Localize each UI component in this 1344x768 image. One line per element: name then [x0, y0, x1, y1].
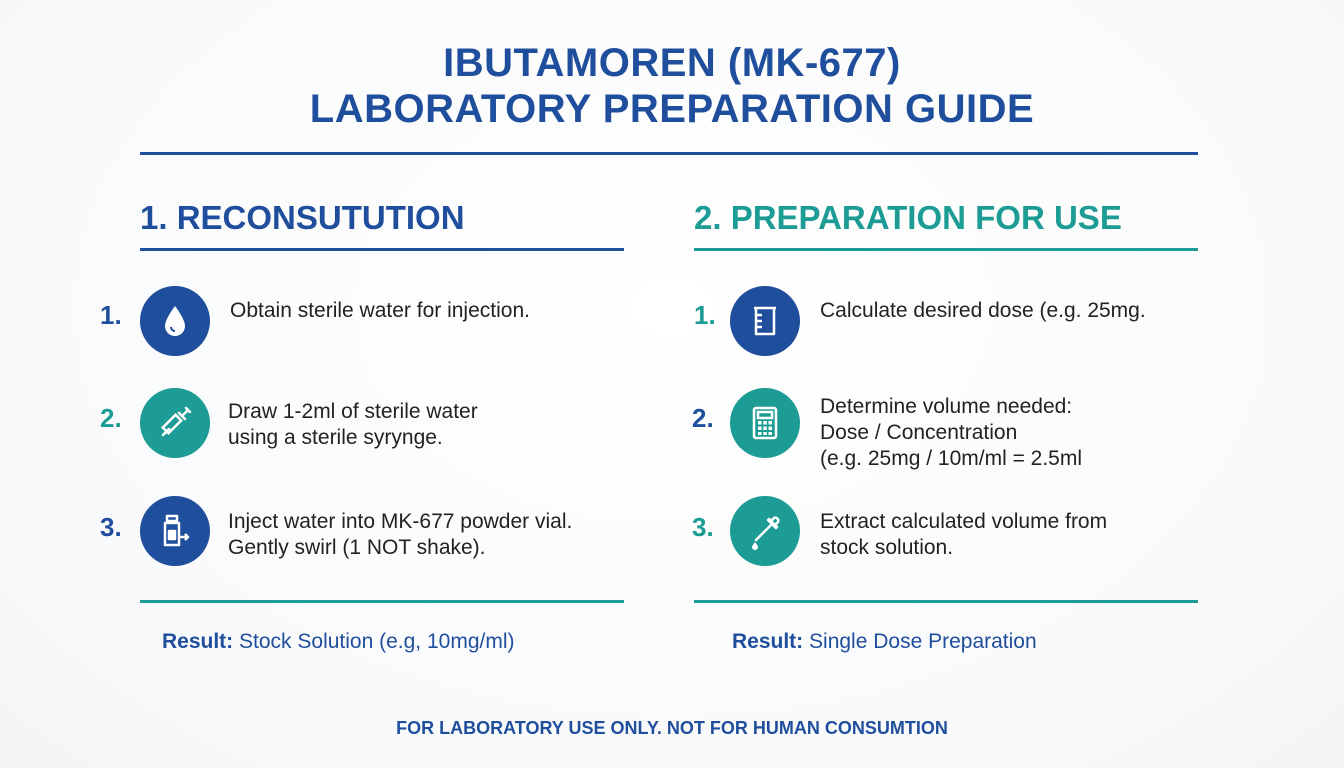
section-title-preparation: 2. PREPARATION FOR USE — [694, 199, 1122, 236]
step-line: Obtain sterile water for injection. — [230, 299, 530, 322]
water-drop-icon — [140, 286, 210, 356]
step-line: Calculate desired dose (e.g. 25mg. — [820, 299, 1146, 322]
title-divider — [140, 152, 1198, 155]
step-line: using a sterile syrynge. — [228, 426, 443, 449]
vial-icon — [140, 496, 210, 566]
calculator-icon — [730, 388, 800, 458]
step-line: Gently swirl (1 NOT shake). — [228, 536, 486, 559]
step-text — [230, 298, 530, 324]
step-line: Draw 1-2ml of sterile water — [228, 400, 478, 423]
step-text — [820, 509, 1107, 561]
step-text — [820, 298, 1146, 324]
step-number: 1. — [100, 300, 122, 330]
result-reconstitution — [162, 628, 514, 656]
title-line-2: LABORATORY PREPARATION GUIDE — [309, 87, 1035, 131]
step-line: Inject water into MK-677 powder vial. — [228, 510, 573, 533]
step-line: Extract calculated volume from — [820, 510, 1108, 533]
page-title — [0, 40, 1344, 132]
section-divider-reconstitution — [140, 248, 624, 251]
result-label: Result: — [732, 630, 804, 653]
step-text — [820, 394, 1082, 472]
syringe-icon — [140, 388, 210, 458]
result-value: Stock Solution (e.g, 10mg/ml) — [239, 630, 515, 653]
dropper-icon — [730, 496, 800, 566]
step-line: Determine volume needed: — [820, 395, 1073, 418]
step-number: 3. — [692, 512, 714, 542]
step-text — [228, 509, 572, 561]
disclaimer-footer: FOR LABORATORY USE ONLY. NOT FOR HUMAN CONSUMTION — [396, 718, 948, 738]
step-line: Dose / Concentration — [820, 421, 1018, 444]
step-text — [228, 399, 478, 451]
step-number: 2. — [100, 403, 122, 433]
result-preparation — [732, 628, 1037, 656]
step-line: (e.g. 25mg / 10m/ml = 2.5ml — [820, 447, 1083, 470]
section-divider-preparation — [694, 248, 1198, 251]
section-title-reconstitution: 1. RECONSUTUTION — [140, 199, 465, 236]
result-divider-reconstitution — [140, 600, 624, 603]
result-label: Result: — [162, 630, 234, 653]
result-divider-preparation — [694, 600, 1198, 603]
step-number: 2. — [692, 403, 714, 433]
result-value: Single Dose Preparation — [809, 630, 1037, 653]
beaker-icon — [730, 286, 800, 356]
step-number: 1. — [694, 300, 716, 330]
title-line-1: IBUTAMOREN (MK-677) — [443, 41, 901, 85]
step-line: stock solution. — [820, 536, 954, 559]
step-number: 3. — [100, 512, 122, 542]
